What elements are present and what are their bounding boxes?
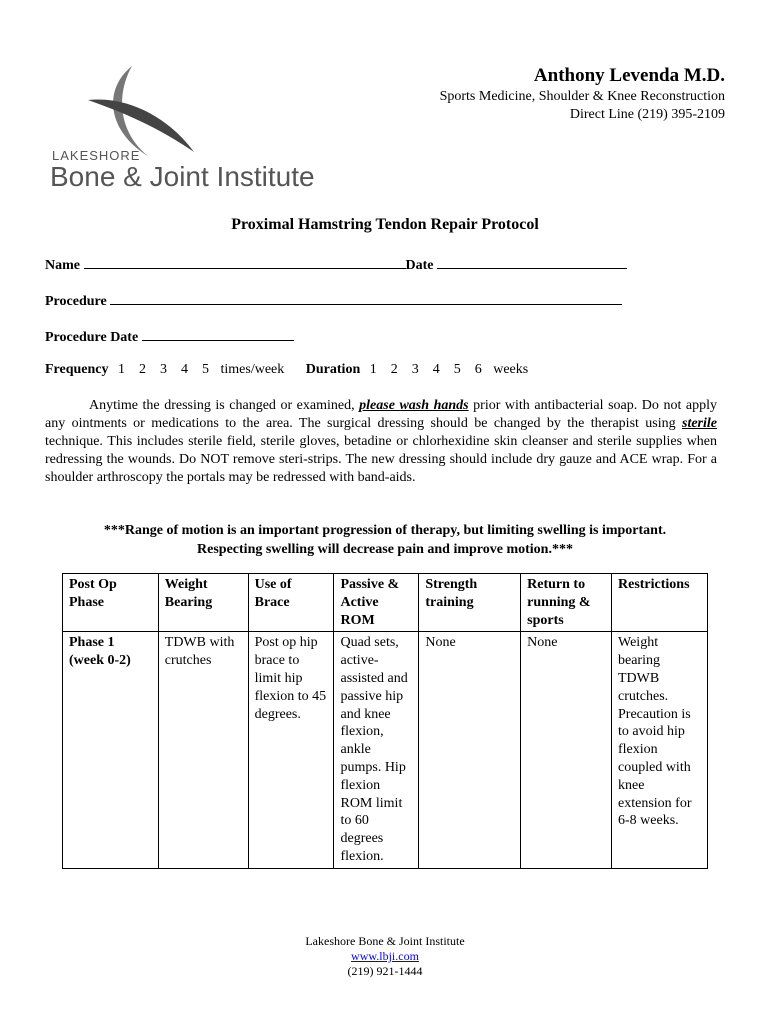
date-field[interactable] <box>437 255 627 269</box>
procedure-date-row <box>45 327 294 346</box>
frequency-option[interactable]: 2 <box>139 362 147 377</box>
footer-website-link[interactable]: www.lbji.com <box>351 949 419 963</box>
doctor-phone: Direct Line (219) 395-2109 <box>569 107 725 122</box>
duration-option[interactable]: 1 <box>369 362 377 377</box>
table-cell: Phase 1 (week 0-2) <box>63 632 159 868</box>
doctor-header <box>440 64 725 124</box>
footer-org: Lakeshore Bone & Joint Institute <box>305 934 465 948</box>
duration-label: Duration <box>305 362 361 377</box>
page-footer <box>0 934 770 979</box>
table-header-cell: Use of Brace <box>248 574 334 632</box>
duration-options <box>364 362 494 377</box>
table-header-row <box>63 574 708 632</box>
table-cell: TDWB with crutches <box>158 632 248 868</box>
logo-small-text: LAKESHORE <box>52 148 141 163</box>
table-cell: None <box>419 632 521 868</box>
frequency-duration-row <box>45 362 528 378</box>
frequency-options <box>112 362 221 377</box>
logo-big-text: Bone & Joint Institute <box>50 161 315 192</box>
swelling-note <box>0 521 770 559</box>
frequency-unit: times/week <box>220 362 285 377</box>
frequency-label: Frequency <box>45 362 109 377</box>
document-title: Proximal Hamstring Tendon Repair Protocol <box>231 216 539 233</box>
protocol-table <box>62 573 708 869</box>
table-header-cell: Restrictions <box>612 574 708 632</box>
table-header-cell: Weight Bearing <box>158 574 248 632</box>
table-cell: Quad sets, active-assisted and passive hip and knee flexion, ankle pumps. Hip flexion ROM limit to 60 degrees flexion. <box>334 632 419 868</box>
table-header-cell: Post Op Phase <box>63 574 159 632</box>
duration-option[interactable]: 4 <box>432 362 440 377</box>
duration-option[interactable]: 6 <box>474 362 482 377</box>
table-row <box>63 632 708 868</box>
note-line: Respecting swelling will decrease pain and improve motion.*** <box>197 542 573 557</box>
frequency-option[interactable]: 3 <box>160 362 168 377</box>
procedure-date-field[interactable] <box>142 327 294 341</box>
duration-option[interactable]: 5 <box>453 362 461 377</box>
date-label: Date <box>405 258 434 273</box>
procedure-label: Procedure <box>45 294 107 309</box>
paragraph-text: prior with antibacterial soap. Do not apply any ointments or medications to the area. The surgical dressing should be changed by the therapist using <box>45 398 717 431</box>
procedure-row <box>45 291 622 310</box>
table-header-cell: Return to running & sports <box>521 574 612 632</box>
swoosh-logo-icon <box>44 60 244 160</box>
table-header-cell: Strength training <box>419 574 521 632</box>
procedure-field[interactable] <box>110 291 622 305</box>
doctor-name: Anthony Levenda M.D. <box>533 65 725 86</box>
table-cell: Weight bearing TDWB crutches. Precaution is to avoid hip flexion coupled with knee extension for 6-8 weeks. <box>612 632 708 868</box>
paragraph-text: technique. This includes sterile field, sterile gloves, betadine or chlorhexidine skin cleanser and sterile supplies when redressing the wounds. Do NOT remove steri-strips. The new dressing should include dry gauze and ACE wrap. For a shoulder arthroscopy the portals may be redressed with band-aids. <box>45 434 717 485</box>
name-date-row <box>45 255 627 274</box>
duration-option[interactable]: 2 <box>390 362 398 377</box>
institute-logo <box>44 60 334 200</box>
sterile-emphasis: sterile <box>682 416 717 431</box>
frequency-option[interactable]: 4 <box>181 362 189 377</box>
dressing-instructions <box>45 397 717 487</box>
frequency-option[interactable]: 5 <box>202 362 210 377</box>
name-field[interactable] <box>84 255 406 269</box>
footer-phone: (219) 921-1444 <box>347 964 423 978</box>
name-label: Name <box>45 258 80 273</box>
procedure-date-label: Procedure Date <box>45 330 139 345</box>
duration-option[interactable]: 3 <box>411 362 419 377</box>
doctor-specialty: Sports Medicine, Shoulder & Knee Reconstruction <box>439 89 725 104</box>
table-header-cell: Passive & Active ROM <box>334 574 419 632</box>
note-line: ***Range of motion is an important progression of therapy, but limiting swelling is important. <box>103 523 667 538</box>
table-cell: Post op hip brace to limit hip flexion to 45 degrees. <box>248 632 334 868</box>
paragraph-text: Anytime the dressing is changed or examined, <box>89 398 360 413</box>
frequency-option[interactable]: 1 <box>118 362 126 377</box>
duration-unit: weeks <box>493 362 529 377</box>
wash-hands-emphasis: please wash hands <box>359 398 469 413</box>
table-cell: None <box>521 632 612 868</box>
